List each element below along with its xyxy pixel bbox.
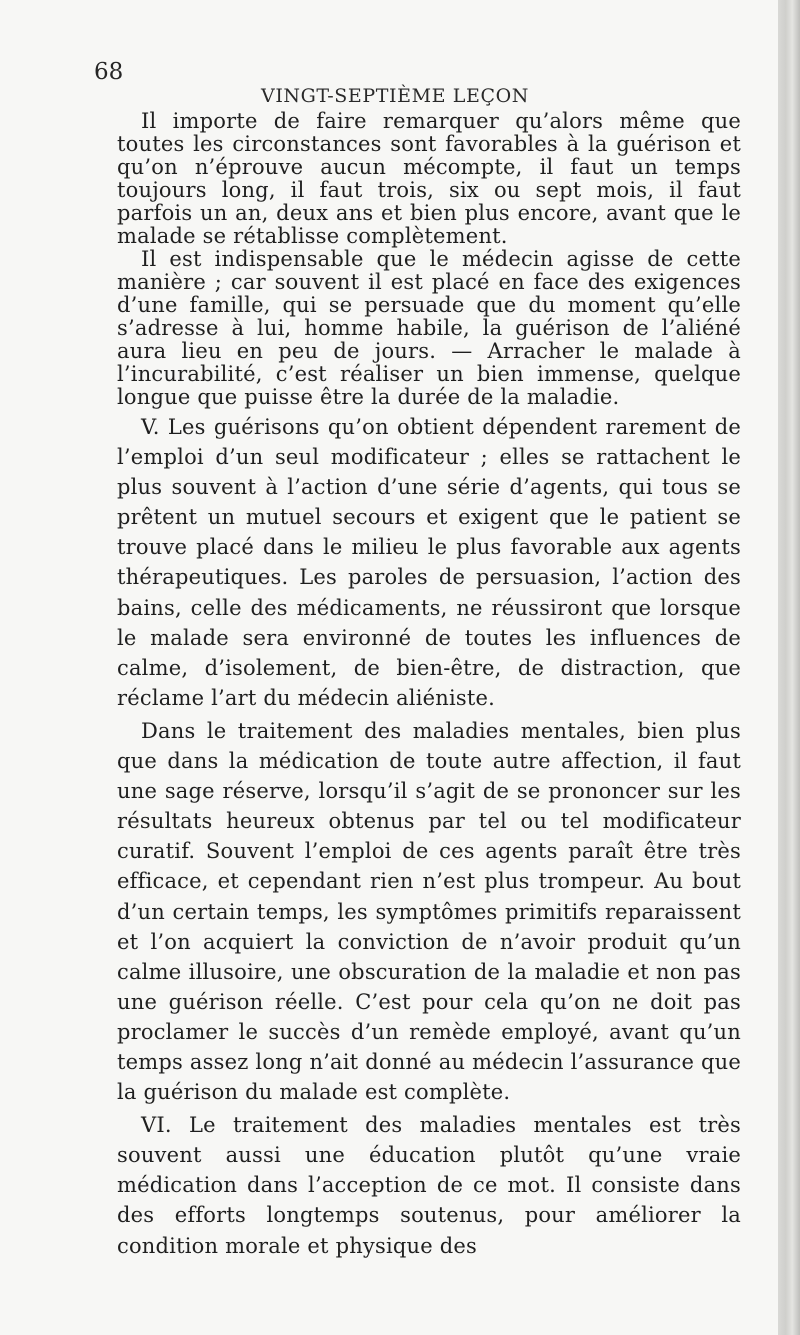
paragraph-5: VI. Le traitement des maladies mentales est très souvent aussi une éducation plutôt qu’une vraie médication dans l’acception de ce mot. Il consiste dans des efforts longtemps soutenus, pour améliorer la condition morale et physique des (117, 1113, 741, 1258)
paragraph-3: V. Les guérisons qu’on obtient dépendent rarement de l’emploi d’un seul modificateur ; elles se rattachent le plus souvent à l’action d’une série d’agents, qui tous se prêtent un mutuel secours et exigent que le patient se trouve placé dans le milieu le plus favorable aux agents thérapeutiques. Les paroles de persuasion, l’action des bains, celle des médicaments, ne réussiront que lorsque le malade sera environné de toutes les influences de calme, d’isolement, de bien-être, de distraction, que réclame l’art du médecin aliéniste. (117, 415, 741, 710)
page-edge (778, 0, 800, 1335)
body-text (117, 110, 741, 1261)
page-number: 68 (94, 59, 124, 85)
paragraph-1: Il importe de faire remarquer qu’alors même que toutes les circonstances sont favorables à la guérison et qu’on n’éprouve aucun mécompte, il faut un temps toujours long, il faut trois, six ou sept mois, il faut parfois un an, deux ans et bien plus encore, avant que le malade se rétablisse complètement. (117, 109, 741, 248)
running-head: VINGT-SEPTIÈME LEÇON (261, 85, 529, 107)
paragraph-2: Il est indispensable que le médecin agisse de cette manière ; car souvent il est placé en face des exigences d’une famille, qui se persuade que du moment qu’elle s’adresse à lui, homme habile, la guérison de l’aliéné aura lieu en peu de jours. — Arracher le malade à l’incurabilité, c’est réaliser un bien immense, quelque longue que puisse être la durée de la maladie. (117, 247, 741, 409)
paragraph-4: Dans le traitement des maladies mentales, bien plus que dans la médication de toute autre affection, il faut une sage réserve, lorsqu’il s’agit de se prononcer sur les résultats heureux obtenus par tel ou tel modificateur curatif. Souvent l’emploi de ces agents paraît être très efficace, et cependant rien n’est plus trompeur. Au bout d’un certain temps, les symptômes primitifs reparaissent et l’on acquiert la conviction de n’avoir produit qu’un calme illusoire, une obscuration de la maladie et non pas une guérison réelle. C’est pour cela qu’on ne doit pas proclamer le succès d’un remède employé, avant qu’un temps assez long n’ait donné au médecin l’assurance que la guérison du malade est complète. (117, 718, 741, 1105)
